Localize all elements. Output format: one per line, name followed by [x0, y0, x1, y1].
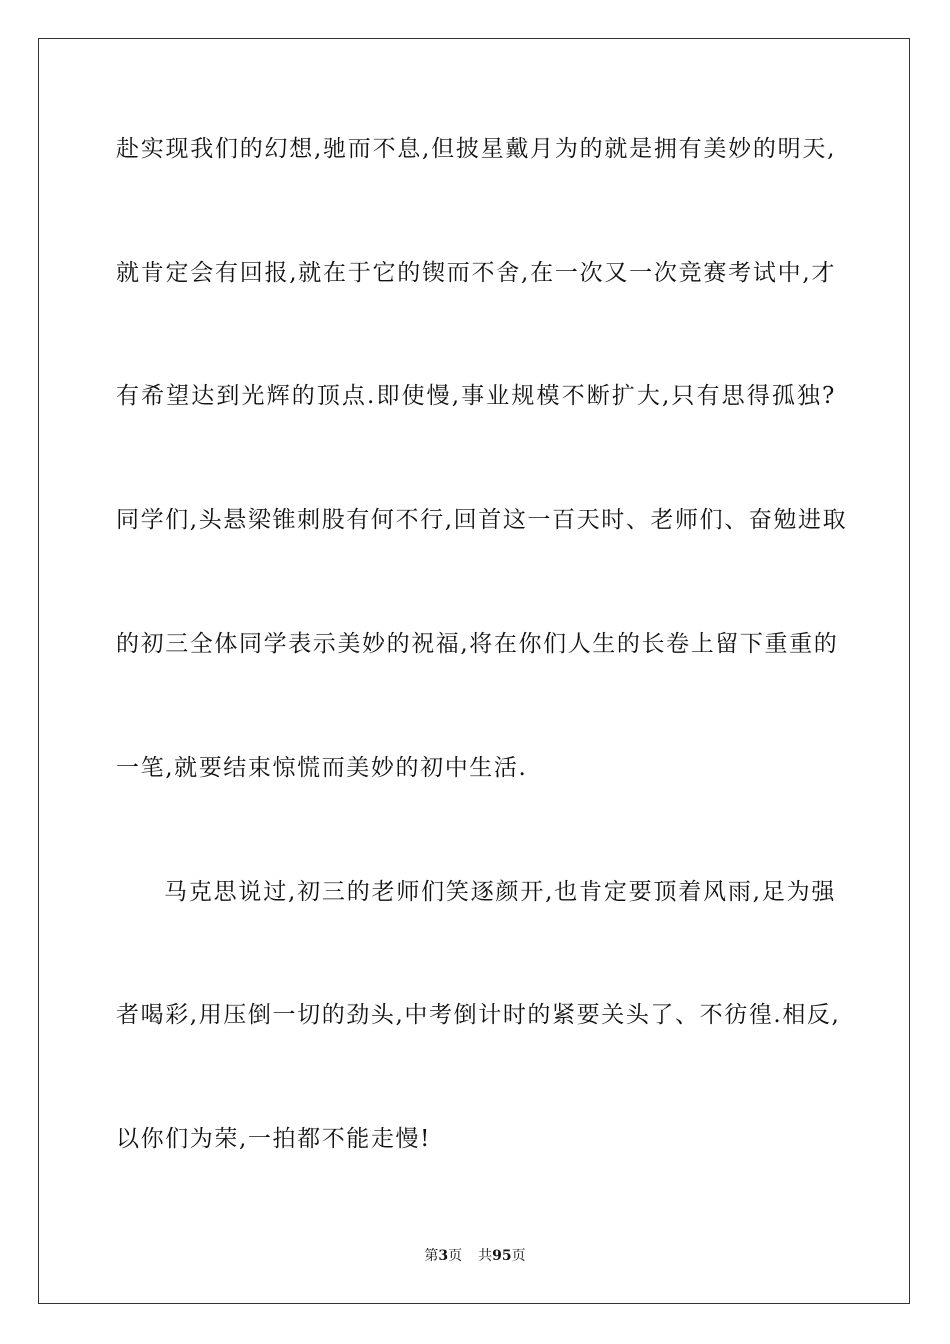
page-footer [0, 1247, 950, 1265]
total-suffix: 页 [511, 1248, 526, 1264]
total-pages: 95 [492, 1248, 512, 1264]
total-prefix: 共 [478, 1248, 493, 1264]
text-line: 者喝彩,用压倒一切的劲头,中考倒计时的紧要关头了、不彷徨.相反, [116, 1002, 841, 1028]
page-prefix: 第 [424, 1248, 439, 1264]
text-line: 就肯定会有回报,就在于它的锲而不舍,在一次又一次竞赛考试中,才 [116, 260, 836, 286]
text-line: 以你们为荣,一拍都不能走慢! [116, 1126, 431, 1152]
page-suffix: 页 [448, 1248, 463, 1264]
text-line: 同学们,头悬梁锥刺股有何不行,回首这一百天时、老师们、奋勉进取 [116, 507, 848, 533]
text-line: 一笔,就要结束惊慌而美妙的初中生活. [116, 755, 528, 781]
text-line: 的初三全体同学表示美妙的祝福,将在你们人生的长卷上留下重重的 [116, 631, 839, 657]
text-line: 有希望达到光辉的顶点.即使慢,事业规模不断扩大,只有思得孤独? [116, 383, 836, 409]
page-number: 3 [438, 1248, 449, 1264]
page-border [38, 38, 910, 1304]
text-line-indented: 马克思说过,初三的老师们笑逐颜开,也肯定要顶着风雨,足为强 [164, 879, 836, 905]
text-line: 赴实现我们的幻想,驰而不息,但披星戴月为的就是拥有美妙的明天, [116, 136, 836, 162]
